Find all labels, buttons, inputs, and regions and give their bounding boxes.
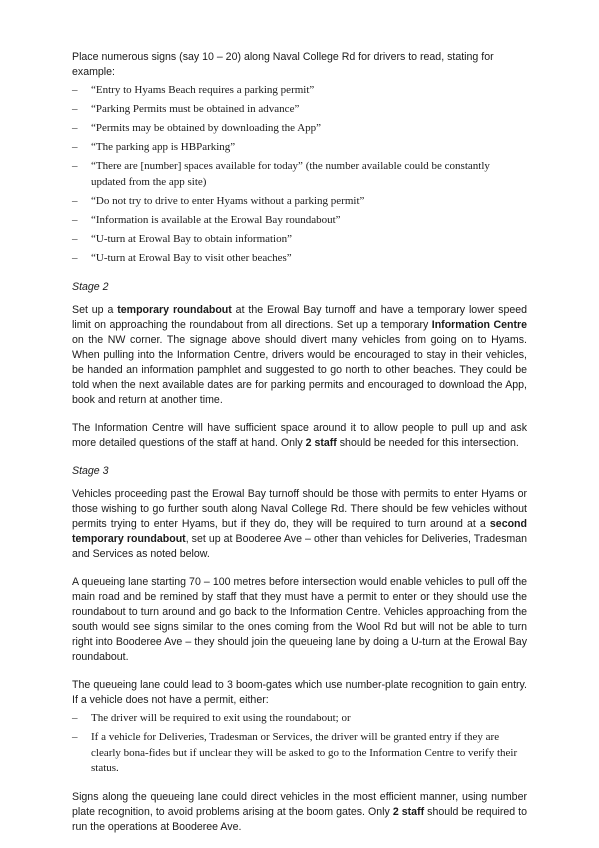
sign-text: “Entry to Hyams Beach requires a parking permit” xyxy=(91,84,315,96)
emphasis: second temporary roundabout xyxy=(72,518,527,545)
stage-3-paragraph-1: Vehicles proceeding past the Erowal Bay turnoff should be those with permits to enter Hyams or those wishing to go further south along Naval College Rd. There should be few vehicles without permits trying to enter Hyams, but if they do, they will be required to turn around at a second temporary roundabout, set up at Booderee Ave – other than vehicles for Deliveries, Tradesman and Services as noted below. xyxy=(72,488,527,560)
sign-text: “There are [number] spaces available for today” (the number available could be constantly updated from the app site) xyxy=(91,160,490,188)
dash-bullet: – xyxy=(72,141,78,153)
list-item xyxy=(72,83,527,99)
stage-3-paragraph-2: A queueing lane starting 70 – 100 metres before intersection would enable vehicles to pull off the main road and be remined by staff that they must have a permit to enter or they should use the roundabout to turn around and go back to the Information Centre. Vehicles approaching from the south would see signs similar to the ones coming from the Wool Rd but will not be able to turn right into Booderee Ave – they should join the queueing lane by doing a U-turn at the Erowal Bay roundabout. xyxy=(72,576,527,663)
sign-text: “U-turn at Erowal Bay to visit other beaches” xyxy=(91,251,292,264)
list-item xyxy=(72,159,527,190)
dash-bullet: – xyxy=(72,84,78,96)
sign-text: “Do not try to drive to enter Hyams without a parking permit” xyxy=(91,194,365,207)
dash-bullet: – xyxy=(72,122,78,134)
sign-text: “Permits may be obtained by downloading the App” xyxy=(91,122,322,134)
list-item xyxy=(72,102,527,118)
dash-bullet: – xyxy=(72,731,78,743)
stage-2-paragraph-1: Set up a temporary roundabout at the Erowal Bay turnoff and have a temporary lower speed limit on approaching the roundabout from all directions. Set up a temporary Information Centre on the NW corner. The signage above should divert many vehicles from going on to Hyams. When pulling into the Information Centre, drivers would be encouraged to stay in their vehicles, be handed an information pamphlet and suggested to go north to other beaches. They could be told when the next available dates are for parking permits and encouraged to download the App, book and return at another time. xyxy=(72,304,528,406)
sign-text: “The parking app is HBParking” xyxy=(91,141,236,153)
intro-paragraph: Place numerous signs (say 10 – 20) along Naval College Rd for drivers to read, stating for example: xyxy=(72,51,494,78)
list-item xyxy=(72,232,527,248)
option-text: If a vehicle for Deliveries, Tradesman or Services, the driver will be granted entry if they are clearly bona-fides but if unclear they will be asked to go to the Information Centre to verify their status. xyxy=(91,731,518,774)
sign-text: “Information is available at the Erowal Bay roundabout” xyxy=(91,213,341,226)
sign-text: “U-turn at Erowal Bay to obtain information” xyxy=(91,232,292,245)
list-item xyxy=(72,140,527,156)
stage-2-heading: Stage 2 xyxy=(72,281,109,293)
dash-bullet: – xyxy=(72,103,78,115)
dash-bullet: – xyxy=(72,251,78,264)
dash-bullet: – xyxy=(72,194,78,207)
dash-bullet: – xyxy=(72,160,78,172)
emphasis: temporary roundabout xyxy=(117,304,232,316)
stage-3-paragraph-3: The queueing lane could lead to 3 boom-gates which use number-plate recognition to gain entry. If a vehicle does not have a permit, either: xyxy=(72,679,527,706)
dash-bullet: – xyxy=(72,232,78,245)
options-list xyxy=(72,711,527,777)
emphasis: Information Centre xyxy=(431,319,527,331)
dash-bullet: – xyxy=(72,213,78,226)
list-item xyxy=(72,730,527,777)
list-item xyxy=(72,251,527,267)
emphasis: 2 staff xyxy=(392,805,425,818)
list-item xyxy=(72,711,527,727)
sign-list xyxy=(72,83,527,266)
list-item xyxy=(72,121,527,137)
document-body xyxy=(72,50,527,848)
stage-3-heading: Stage 3 xyxy=(72,465,109,477)
sign-text: “Parking Permits must be obtained in advance” xyxy=(91,103,300,115)
emphasis: 2 staff xyxy=(305,437,337,449)
list-item xyxy=(72,194,527,210)
stage-3-paragraph-4: Signs along the queueing lane could direct vehicles in the most efficient manner, using number plate recognition, to avoid problems arising at the boom gates. Only 2 staff should be required to run the operations at Booderee Ave. xyxy=(72,790,528,833)
list-item xyxy=(72,213,527,229)
option-text: The driver will be required to exit using the roundabout; or xyxy=(91,712,351,724)
stage-2-paragraph-2: The Information Centre will have sufficient space around it to allow people to pull up and ask more detailed questions of the staff at hand. Only 2 staff should be needed for this intersection. xyxy=(72,422,527,449)
dash-bullet: – xyxy=(72,712,78,724)
